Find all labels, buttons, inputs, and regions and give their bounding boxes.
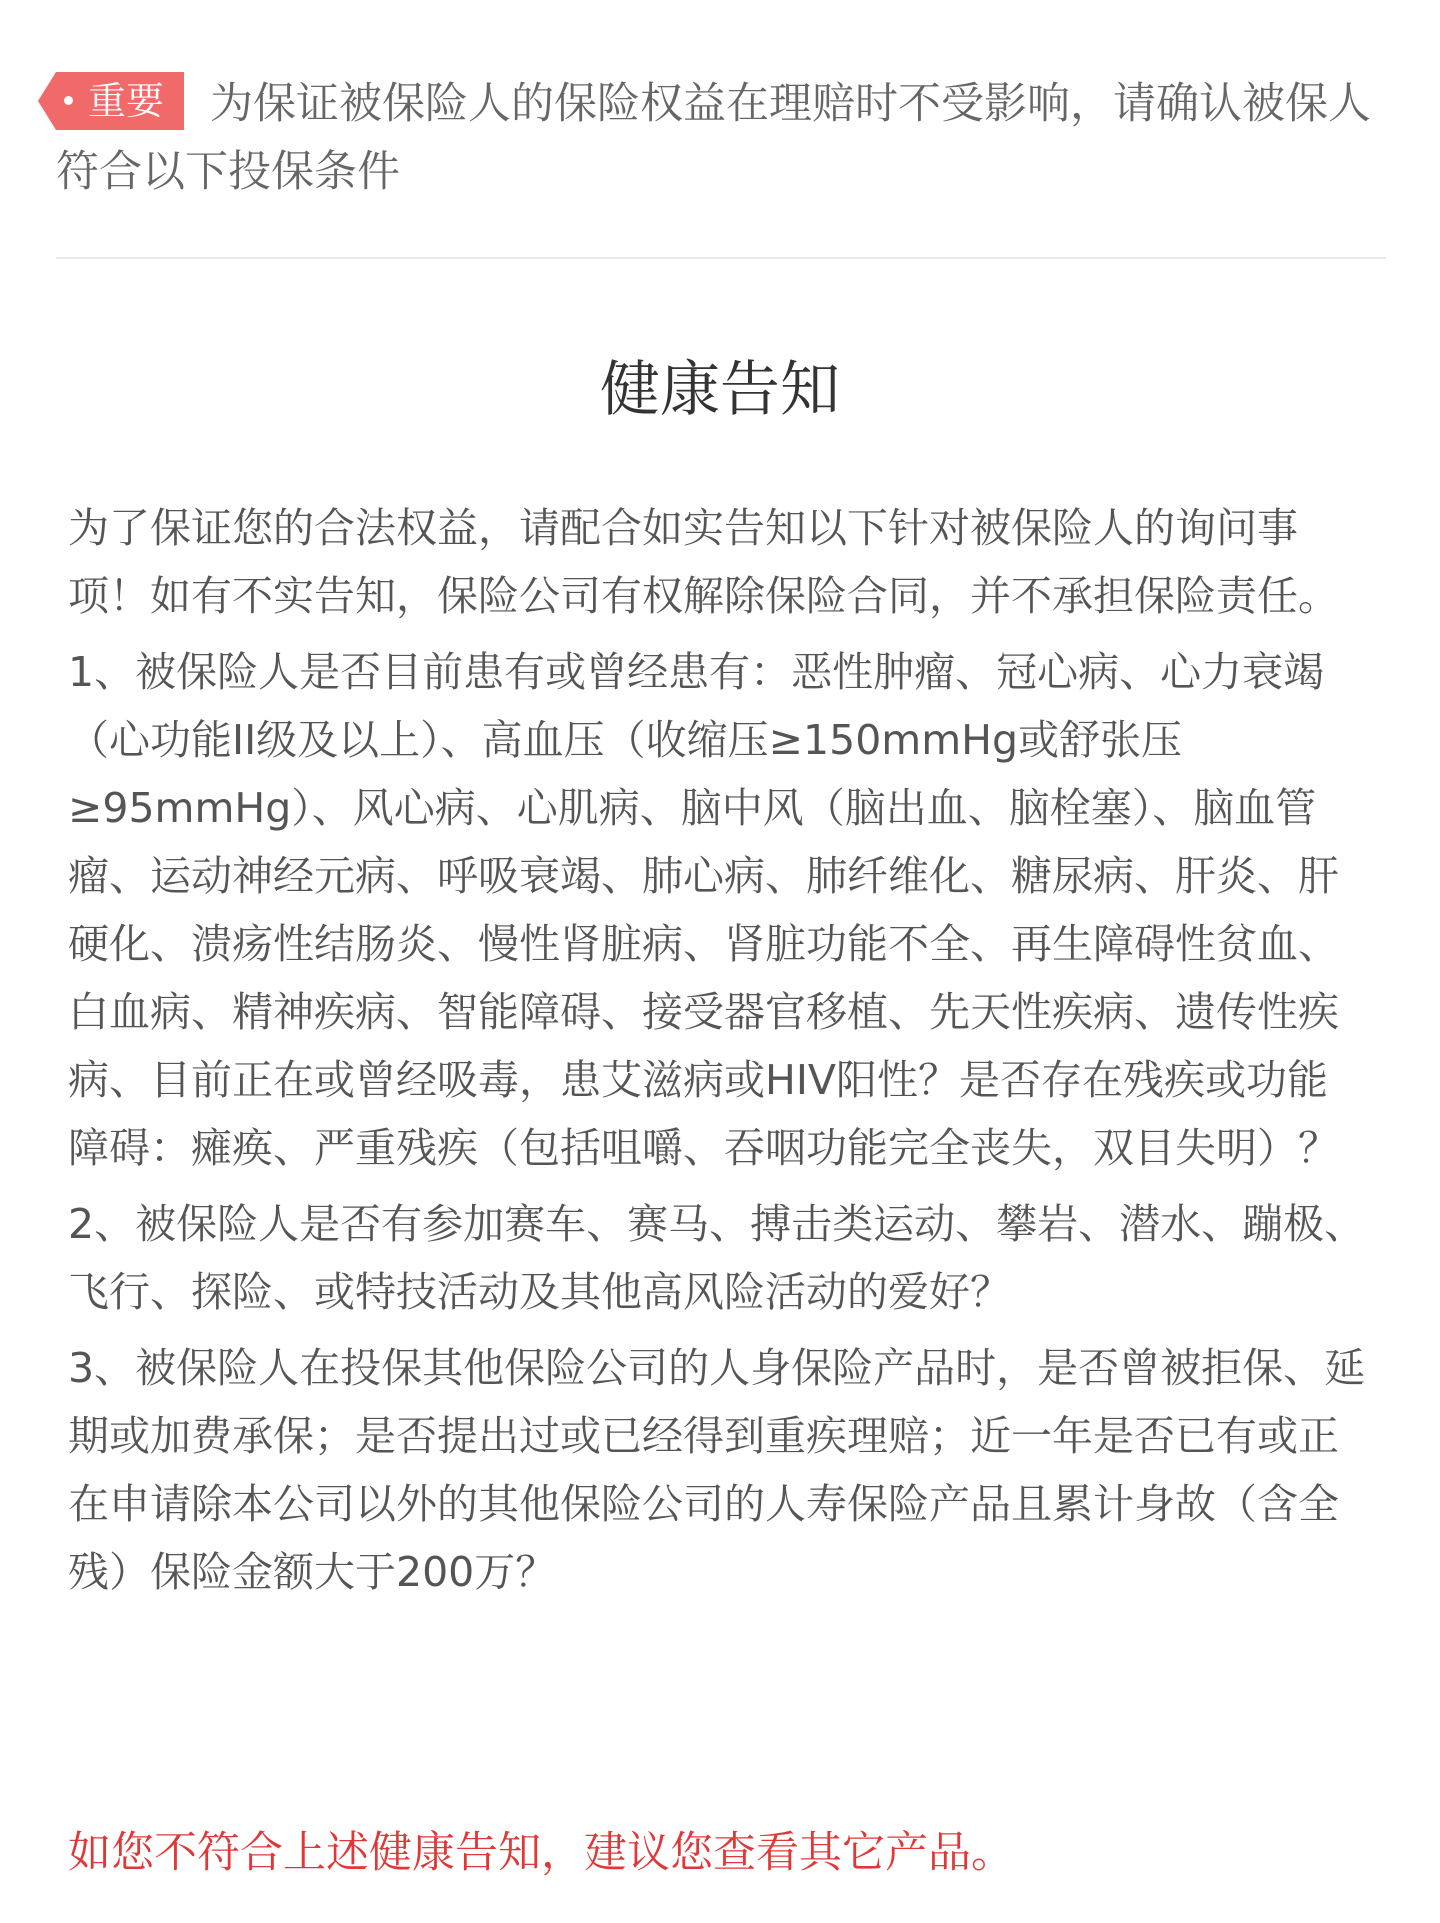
question-item: 3、被保险人在投保其他保险公司的人身保险产品时，是否曾被拒保、延期或加费承保；是否提出过或已经得到重疾理赔；近一年是否已有或正在申请除本公司以外的其他保险公司的人寿保险产品且累计身故（含全残）保险金额大于200万？	[68, 1344, 1366, 1596]
question-item: 2、被保险人是否有参加赛车、赛马、搏击类运动、攀岩、潜水、蹦极、飞行、探险、或特技活动及其他高风险活动的爱好？	[68, 1200, 1366, 1316]
page-title: 健康告知	[600, 355, 840, 425]
important-badge: 重要	[56, 72, 184, 130]
notice-text: 为保证被保险人的保险权益在理赔时不受影响，请确认被保人符合以下投保条件	[56, 79, 1372, 197]
health-notice-content	[68, 494, 1368, 1614]
question-item: 1、被保险人是否目前患有或曾经患有：恶性肿瘤、冠心病、心力衰竭（心功能II级及以上）、高血压（收缩压≥150mmHg或舒张压≥95mmHg）、风心病、心肌病、脑中风（脑出血、脑栓塞）、脑血管瘤、运动神经元病、呼吸衰竭、肺心病、肺纤维化、糖尿病、肝炎、肝硬化、溃疡性结肠炎、慢性肾脏病、肾脏功能不全、再生障碍性贫血、白血病、精神疾病、智能障碍、接受器官移植、先天性疾病、遗传性疾病、目前正在或曾经吸毒，患艾滋病或HIV阳性？是否存在残疾或功能障碍：瘫痪、严重残疾（包括咀嚼、吞咽功能完全丧失，双目失明）？	[68, 648, 1339, 1172]
divider	[56, 257, 1386, 259]
intro-paragraph: 为了保证您的合法权益，请配合如实告知以下针对被保险人的询问事项！如有不实告知，保险公司有权解除保险合同，并不承担保险责任。	[68, 504, 1339, 620]
important-notice	[56, 70, 1386, 206]
warning-message: 如您不符合上述健康告知，建议您查看其它产品。	[68, 1828, 1014, 1878]
